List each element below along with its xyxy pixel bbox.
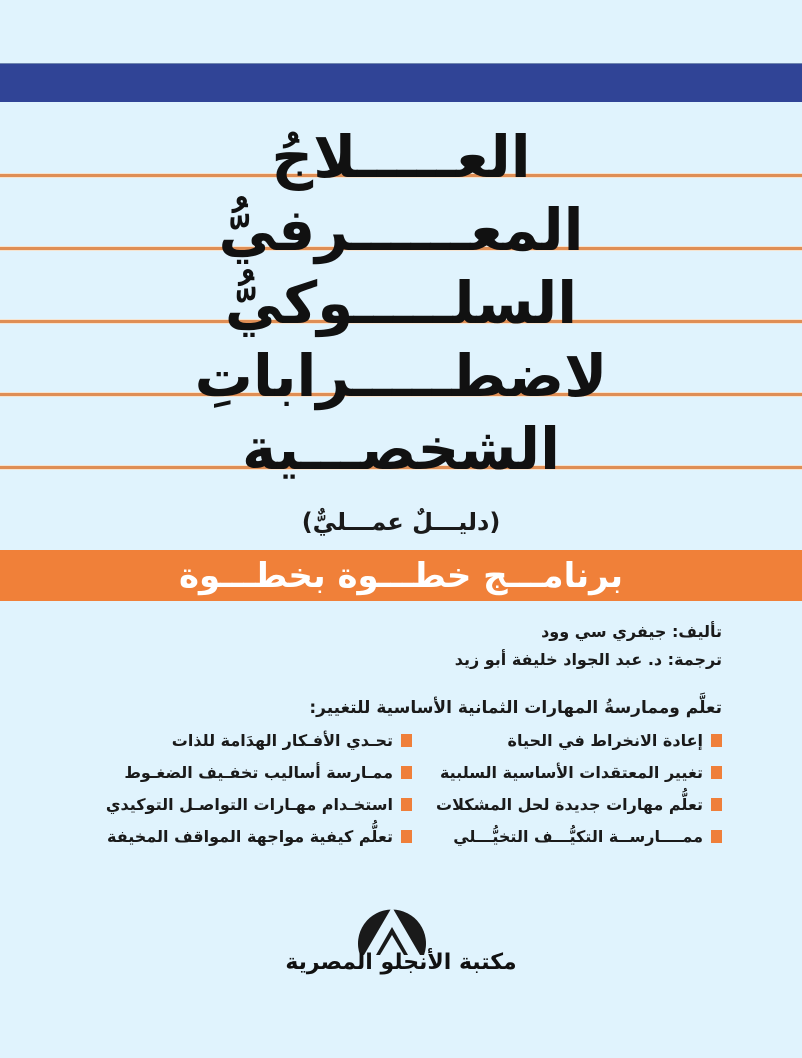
publisher-name: مكتبة الأنجلو المصرية: [285, 950, 517, 975]
skills-heading: تعلَّم وممارسةُ المهارات الثمانية الأساسية للتغيير:: [309, 698, 722, 718]
credits: [455, 618, 722, 674]
skill-item: ممــــارســة التكيُّـــف التخيُّـــلي: [412, 824, 722, 848]
title-line-5: الشخصـــية: [242, 415, 560, 483]
square-bullet-icon: [401, 798, 412, 811]
square-bullet-icon: [711, 798, 722, 811]
banner: [0, 550, 802, 601]
square-bullet-icon: [401, 766, 412, 779]
subtitle: (دليـــلٌ عمـــليٌّ): [301, 508, 501, 536]
square-bullet-icon: [401, 734, 412, 747]
skill-item: استخـدام مهـارات التواصـل التوكيدي: [80, 792, 412, 816]
author: تأليف: جيفري سي وود: [541, 622, 722, 641]
title-line-4: لاضطـــــراباتِ: [194, 342, 608, 410]
skills-list: [80, 728, 722, 848]
skill-item: تحـدي الأفـكار الهدَامة للذات: [80, 728, 412, 752]
skill-item: ممـارسة أساليب تخفـيف الضغـوط: [80, 760, 412, 784]
square-bullet-icon: [711, 830, 722, 843]
title-line-3: السلـــــوكيُّ: [224, 269, 578, 337]
title-line-1: العـــــلاجُ: [271, 123, 531, 191]
skill-item: تعلُّم كيفية مواجهة المواقف المخيفة: [80, 824, 412, 848]
square-bullet-icon: [401, 830, 412, 843]
top-blue-band: [0, 63, 802, 102]
skill-item: إعادة الانخراط في الحياة: [412, 728, 722, 752]
title-line-2: المعــــــرفيُّ: [218, 196, 584, 264]
translator: ترجمة: د. عبد الجواد خليفة أبو زيد: [454, 650, 722, 669]
square-bullet-icon: [711, 734, 722, 747]
skill-item: تغيير المعتقدات الأساسية السلبية: [412, 760, 722, 784]
skill-item: تعلُّم مهارات جديدة لحل المشكلات: [412, 792, 722, 816]
banner-text: برنامـــج خطـــوة بخطـــوة: [178, 555, 624, 596]
square-bullet-icon: [711, 766, 722, 779]
